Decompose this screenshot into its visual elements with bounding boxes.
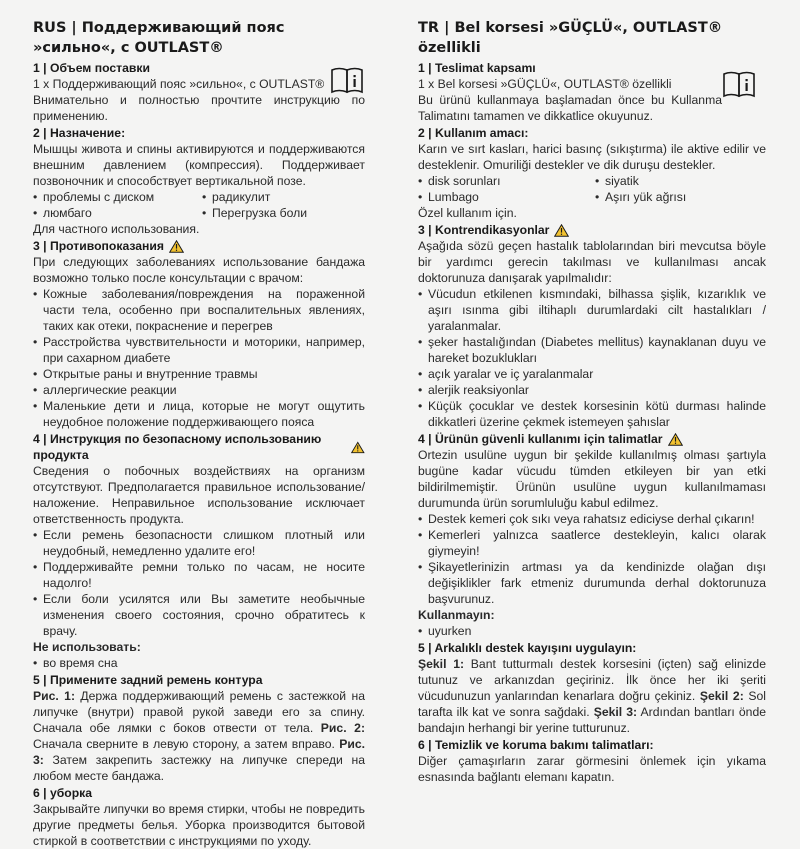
list-item: • Если ремень безопасности слишком плотный или неудобный, немедленно удалите его!	[33, 527, 365, 559]
tr-section-4-head	[418, 431, 766, 447]
ru-s1-line: 1 x Поддерживающий пояс »сильно«, с OUTLAST®	[33, 77, 325, 91]
tr-section-2-head: 2 | Kullanım amacı:	[418, 126, 529, 140]
tr-s4-text: Ortezin usulüne uygun bir şekilde kullanılmış olması şartıyla bugüne kadar vücudu tümden etkileyen bir yan etki bildirilmemiştir. Ürünün usulüne uygun kullanılmaması durumunda ürün sorumluluğu kabul edilmez.	[418, 448, 766, 510]
list-item: • Lumbago	[418, 189, 589, 205]
list-item: • во время сна	[33, 655, 365, 671]
ru-s3-text: При следующих заболеваниях использование бандажа возможно только после консультации с врачом:	[33, 255, 365, 285]
list-item: • siyatik	[595, 173, 766, 189]
list-item: • Маленькие дети и лица, которые не могут ощутить неудобное положение поддерживающего пояса	[33, 398, 365, 430]
warning-triangle-icon	[351, 441, 365, 454]
ru-title: RUS | Поддерживающий пояс »сильно«, с OUTLAST®	[33, 20, 285, 56]
tr-s1-line: Bu ürünü kullanmaya başlamadan önce bu Kullanma Talimatını tamamen ve dikkatlice okuyunuz.	[418, 93, 722, 123]
warning-triangle-icon	[169, 240, 184, 253]
list-item: • Открытые раны и внутренние травмы	[33, 366, 365, 382]
tr-s4-head-text: 4 | Ürünün güvenli kullanımı için talimatlar	[418, 432, 663, 446]
ru-s5-text	[33, 688, 365, 784]
tr-s2-footer: Özel kullanım için.	[418, 206, 517, 220]
tr-section-6-head: 6 | Temizlik ve koruma bakımı talimatları:	[418, 738, 654, 752]
list-item: • açık yaralar ve iç yaralanmalar	[418, 366, 766, 382]
list-item: • Если боли усилятся или Вы заметите необычные изменения своего состояния, срочно обратитесь к врачу.	[33, 591, 365, 639]
list-item: • проблемы с диском	[33, 189, 196, 205]
tr-section-3-head	[418, 222, 766, 238]
ru-fig2-label: Рис. 2:	[320, 721, 365, 735]
tr-section-5-head: 5 | Arkalıklı destek kayışını uygulayın:	[418, 641, 637, 655]
tr-not-use-label: Kullanmayın:	[418, 608, 495, 622]
ru-section-4-head	[33, 431, 365, 463]
tr-title: TR | Bel korsesi »GÜÇLÜ«, OUTLAST® özellikli	[418, 20, 723, 56]
tr-s2-list	[418, 173, 766, 205]
tr-section-1-head: 1 | Teslimat kapsamı	[418, 61, 536, 75]
warning-triangle-icon	[668, 433, 683, 446]
ru-s2-text: Мышцы живота и спины активируются и поддерживаются внешним давлением (компрессия). Поддерживает позвоночник и способствует вертикальной позе.	[33, 142, 365, 188]
ru-s3-head-text: 3 | Противопоказания	[33, 239, 165, 253]
ru-fig1-label: Рис. 1:	[33, 689, 76, 703]
list-item: • Şikayetlerinizin artması ya da kendinizde olağan dışı değişiklikler fark etmeniz durumunda derhal doktorunuza başvurunuz.	[418, 559, 766, 607]
tr-fig1-label: Şekil 1:	[418, 657, 465, 671]
list-item: • disk sorunları	[418, 173, 589, 189]
ru-section-1-head: 1 | Объем поставки	[33, 61, 150, 75]
ru-fig1-text: Держа поддерживающий ремень с застежкой на липучке (внутри) правой рукой заведи его за спину. Сначала обе лямки с боков отвести от тела.	[33, 689, 365, 735]
tr-column	[418, 18, 766, 785]
ru-section-3-head	[33, 238, 365, 254]
ru-s4-head-text: 4 | Инструкция по безопасному использованию продукта	[33, 432, 322, 462]
list-item: • Расстройства чувствительности и моторики, например, при сахарном диабете	[33, 334, 365, 366]
list-item: • Vücudun etkilenen kısmındaki, bilhassa şişlik, kızarıklık ve aşırı ısınma gibi iltihaplı durumlardaki cilt hastalıkları / yaralanmalar.	[418, 286, 766, 334]
tr-s5-text	[418, 656, 766, 736]
tr-fig1-text: Bant tutturmalı destek korsesini (içten) sağ elinizde tutunuz ve arkanızdan geçiriniz. İlk önce her iki şeriti vücudunuzun yanlarından kenarlara doğru çekiniz.	[418, 657, 766, 703]
list-item: • uyurken	[418, 623, 766, 639]
list-item: • Перегрузка боли	[202, 205, 365, 221]
list-item: • şeker hastalığından (Diabetes mellitus) kaynaklanan duyu ve hareket bozuklukları	[418, 334, 766, 366]
tr-fig2-label: Şekil 2:	[699, 689, 744, 703]
ru-not-use-label: Не использовать:	[33, 640, 141, 654]
ru-fig2-text: Сначала сверните в левую сторону, а затем вправо.	[33, 737, 340, 751]
list-item: • alerjik reaksiyonlar	[418, 382, 766, 398]
list-item: • радикулит	[202, 189, 365, 205]
ru-column	[33, 18, 365, 849]
ru-section-6-head: 6 | уборка	[33, 786, 93, 800]
tr-s3-text: Aşağıda sözü geçen hastalık tablolarından biri mevcutsa böyle bir yardımcı gerecin takılması ve kullanılması ancak doktorunuza danışarak yapılmalıdır:	[418, 239, 766, 285]
tr-s2-text: Karın ve sırt kasları, harici basınç (sıkıştırma) ile aktive edilir ve desteklenir. Omuriliği destekler ve dik duruşu destekler.	[418, 142, 766, 172]
list-item: • Kemerleri yalnızca saatlerce destekleyin, kalıcı olarak giymeyin!	[418, 527, 766, 559]
tr-s6-text: Diğer çamaşırların zarar görmesini önlemek için yıkama esnasında bağlantı elemanı kapatın.	[418, 754, 766, 784]
tr-s3-head-text: 3 | Kontrendikasyonlar	[418, 223, 550, 237]
list-item: • аллергические реакции	[33, 382, 365, 398]
ru-s2-footer: Для частного использования.	[33, 222, 200, 236]
list-item: • Destek kemeri çok sıkı veya rahatsız ediciyse derhal çıkarın!	[418, 511, 766, 527]
ru-s1-line: Внимательно и полностью прочтите инструкцию по применению.	[33, 93, 365, 123]
ru-s6-text: Закрывайте липучки во время стирки, чтобы не повредить другие предметы белья. Уборка производится бытовой стиркой в соответствии с инструкциями по уходу.	[33, 802, 365, 848]
list-item: • Кожные заболевания/повреждения на пораженной части тела, особенно при воспалительных явлениях, таких как отеки, покраснение и перегрев	[33, 286, 365, 334]
tr-s1-line: 1 x Bel korsesi »GÜÇLÜ«, OUTLAST® özellikli	[418, 77, 672, 91]
ru-s4-text: Сведения о побочных воздействиях на организм отсутствуют. Предполагается правильное использование/наложение. Неправильное использование исключает ответственность продукта.	[33, 464, 365, 526]
info-book-icon	[722, 70, 756, 98]
info-book-icon	[330, 66, 364, 94]
ru-section-2-head: 2 | Назначение:	[33, 126, 126, 140]
warning-triangle-icon	[554, 224, 569, 237]
tr-fig2-text: Sol tarafta ilk kat ve sonra sağdaki.	[418, 689, 766, 719]
ru-section-5-head: 5 | Примените задний ремень контура	[33, 673, 263, 687]
tr-fig3-text: Ardından bantları önde bandajın herhangi bir yerine tutturunuz.	[418, 705, 766, 735]
ru-s2-list	[33, 189, 365, 221]
list-item: • Küçük çocuklar ve destek korsesinin kötü durması halinde dikkatleri üzerine çekmek istemeyen şahıslar	[418, 398, 766, 430]
list-item: • Aşırı yük ağrısı	[595, 189, 766, 205]
ru-fig3-text: Затем закрепить застежку на липучке спереди на любом месте бандажа.	[33, 753, 365, 783]
ru-fig3-label: Рис. 3:	[33, 737, 365, 767]
list-item: • Поддерживайте ремни только по часам, не носите надолго!	[33, 559, 365, 591]
list-item: • люмбаго	[33, 205, 196, 221]
tr-fig3-label: Şekil 3:	[593, 705, 638, 719]
